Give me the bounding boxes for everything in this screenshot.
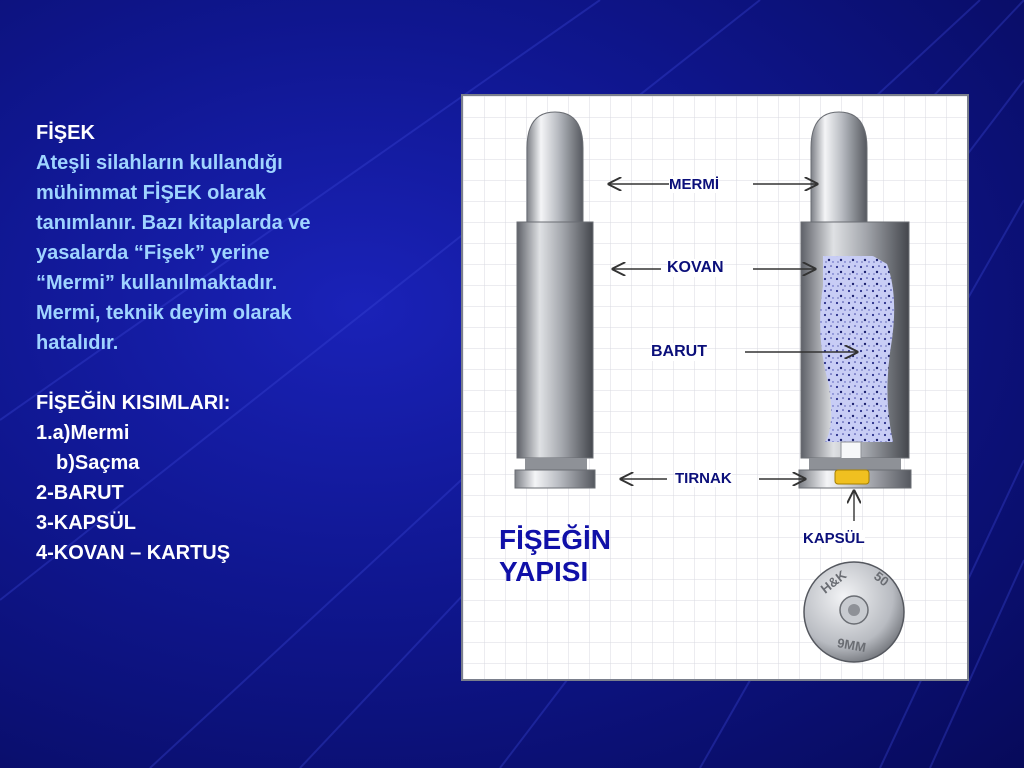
- intro-line: hatalıdır.: [36, 332, 119, 354]
- parts-item: 3-KAPSÜL: [36, 512, 137, 534]
- parts-item: b)Saçma: [56, 452, 140, 474]
- intro-line: Mermi, teknik deyim olarak: [36, 302, 292, 324]
- parts-item: 1.a)Mermi: [36, 422, 130, 444]
- headstamp-text-right: 50: [871, 568, 892, 590]
- intro-line: “Mermi” kullanılmaktadır.: [36, 272, 278, 294]
- label-kovan: KOVAN: [667, 259, 724, 276]
- headstamp-text-bottom: 9MM: [836, 635, 868, 655]
- left-text-block: [36, 118, 436, 568]
- cartridge-left: [515, 112, 595, 488]
- label-kapsul: KAPSÜL: [803, 530, 865, 547]
- spacer: [36, 358, 436, 388]
- figure-title: [499, 524, 611, 588]
- intro-paragraph: [36, 148, 436, 358]
- figure-title-line: YAPISI: [499, 556, 589, 587]
- parts-item: 2-BARUT: [36, 482, 124, 504]
- parts-heading: FİŞEĞİN KISIMLARI:: [36, 392, 231, 414]
- headstamp-text-left: H&K: [817, 567, 850, 597]
- cartridge-diagram: [461, 94, 969, 681]
- headstamp-disc: [804, 562, 904, 662]
- parts-list: [36, 418, 436, 568]
- intro-line: mühimmat FİŞEK olarak: [36, 182, 267, 204]
- label-tirnak: TIRNAK: [675, 470, 732, 487]
- parts-item: 4-KOVAN – KARTUŞ: [36, 542, 231, 564]
- label-mermi: MERMİ: [669, 176, 719, 193]
- intro-line: tanımlanır. Bazı kitaplarda ve: [36, 212, 311, 234]
- label-barut: BARUT: [651, 343, 707, 360]
- section-heading: FİŞEK: [36, 122, 95, 144]
- intro-line: Ateşli silahların kullandığı: [36, 152, 283, 174]
- figure-title-line: FİŞEĞİN: [499, 524, 612, 555]
- intro-line: yasalarda “Fişek” yerine: [36, 242, 270, 264]
